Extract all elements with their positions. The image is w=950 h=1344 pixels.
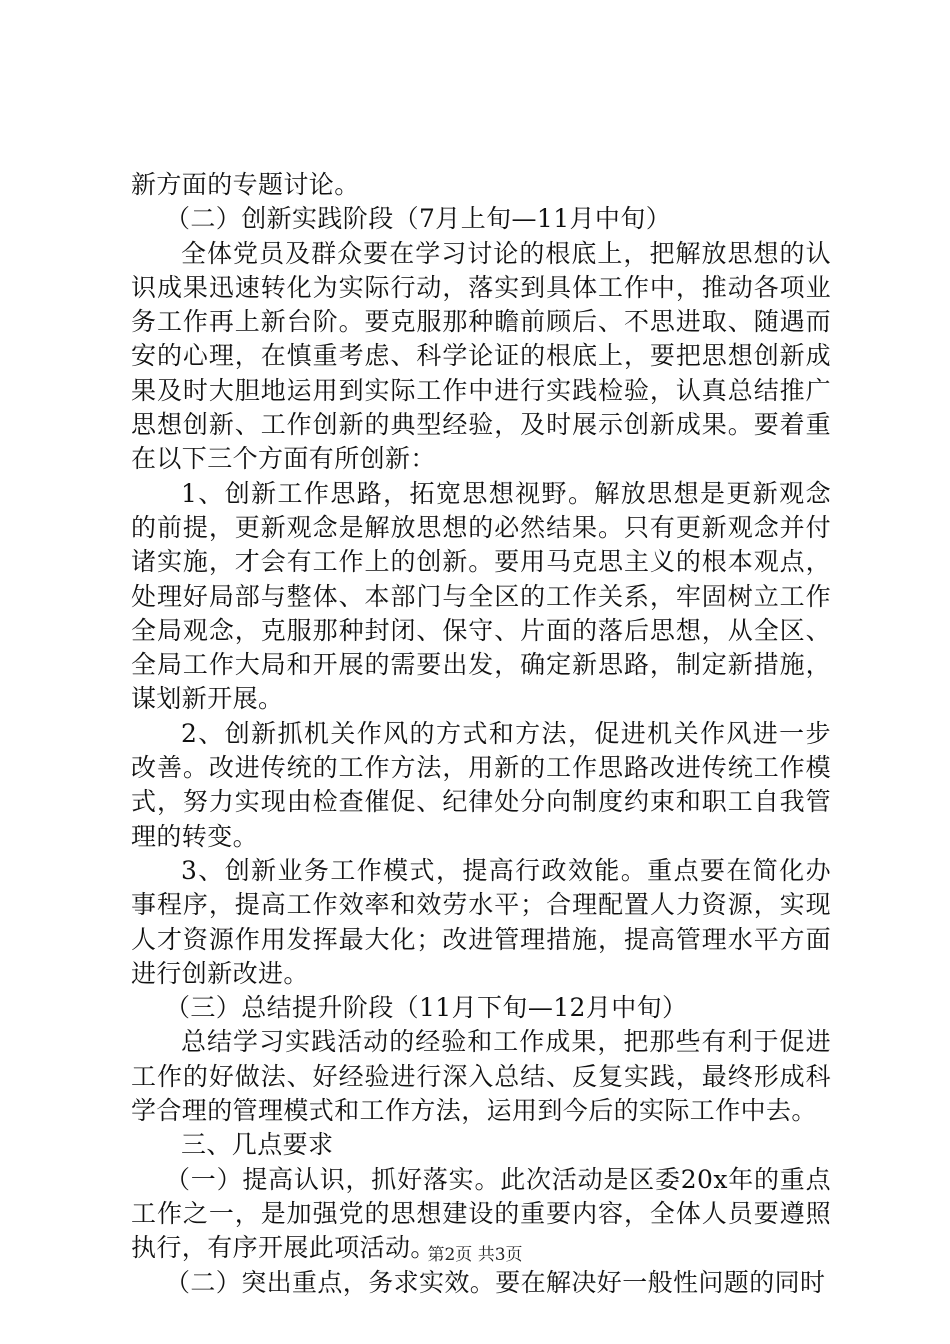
section-heading-summary: （三）总结提升阶段（11月下旬—12月中旬） xyxy=(165,993,688,1023)
section-heading-innovation-practice: （二）创新实践阶段（7月上旬—11月中旬） xyxy=(165,204,672,234)
paragraph-item-1: 1、创新工作思路，拓宽思想视野。解放思想是更新观念的前提，更新观念是解放思想的必然结果。只有更新观念并付诸实施，才会有工作上的创新。要用马克思主义的根本观点，处理好局部与整体、本部门与全区的工作关系，牢固树立工作全局观念，克服那种封闭、保守、片面的落后思想，从全区、全局工作大局和开展的需要出发，确定新思路，制定新措施，谋划新开展。 xyxy=(131,478,831,714)
paragraph-continuation: 新方面的专题讨论。 xyxy=(131,170,360,199)
paragraph-requirement-2: （二）突出重点，务求实效。要在解决好一般性问题的同时 xyxy=(165,1267,826,1297)
paragraph-requirement-1: （一）提高认识，抓好落实。此次活动是区委20x年的重点工作之一，是加强党的思想建设的重要内容，全体人员要遵照执行，有序开展此项活动。 xyxy=(131,1164,831,1263)
page-number-label: 第2页 共3页 xyxy=(427,1245,523,1265)
paragraph-item-3: 3、创新业务工作模式，提高行政效能。重点要在简化办事程序，提高工作效率和效劳水平；合理配置人力资源，实现人才资源作用发挥最大化；改进管理措施，提高管理水平方面进行创新改进。 xyxy=(131,855,831,988)
paragraph-innovation-practice: 全体党员及群众要在学习讨论的根底上，把解放思想的认识成果迅速转化为实际行动，落实到具体工作中，推动各项业务工作再上新台阶。要克服那种瞻前顾后、不思进取、随遇而安的心理，在慎重考虑、科学论证的根底上，要把思想创新成果及时大胆地运用到实际工作中进行实践检验，认真总结推广思想创新、工作创新的典型经验，及时展示创新成果。要着重在以下三个方面有所创新： xyxy=(131,238,831,474)
paragraph-summary: 总结学习实践活动的经验和工作成果，把那些有利于促进工作的好做法、好经验进行深入总结、反复实践，最终形成科学合理的管理模式和工作方法，运用到今后的实际工作中去。 xyxy=(131,1027,831,1126)
document-body xyxy=(131,168,831,1300)
paragraph-item-2: 2、创新抓机关作风的方式和方法，促进机关作风进一步改善。改进传统的工作方法，用新的工作思路改进传统工作模式，努力实现由检查催促、纪律处分向制度约束和职工自我管理的转变。 xyxy=(131,718,831,851)
section-heading-requirements: 三、几点要求 xyxy=(181,1130,334,1160)
page-footer xyxy=(0,1240,950,1265)
